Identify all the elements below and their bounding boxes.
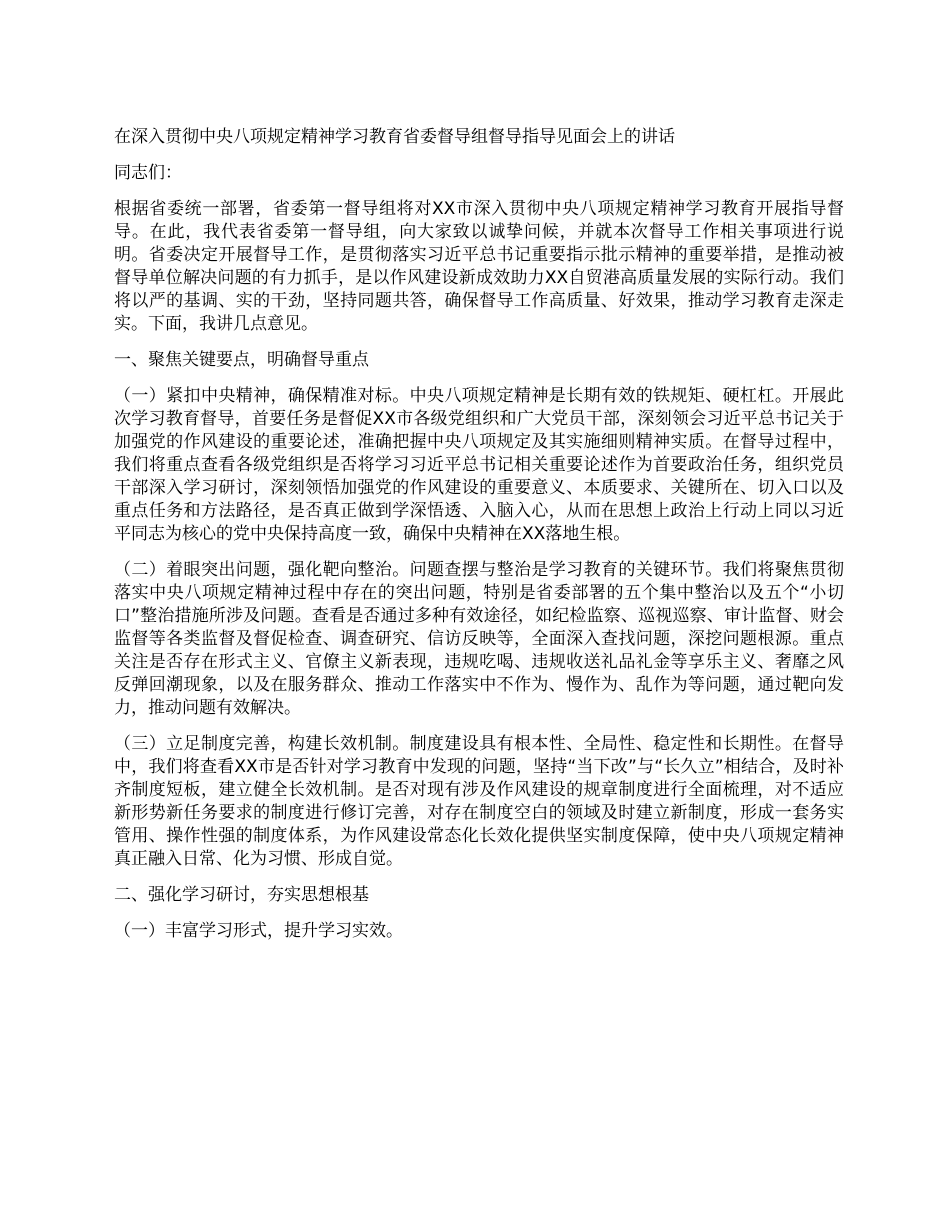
salutation: 同志们： [114, 163, 182, 183]
section1-paragraph-2: （二）着眼突出问题，强化靶向整治。问题查摆与整治是学习教育的关键环节。我们将聚焦贯彻落实中央八项规定精神过程中存在的突出问题，特别是省委部署的五个集中整治以及五个“小切口”整治措施所涉及问题。查看是否通过多种有效途径，如纪检监察、巡视巡察、审计监督、财会监督等各类监督及督促检查、调查研究、信访反映等，全面深入查找问题，深挖问题根源。重点关注是否存在形式主义、官僚主义新表现，违规吃喝、违规收送礼品礼金等享乐主义、奢靡之风反弹回潮现象，以及在服务群众、推动工作落实中不作为、慢作为、乱作为等问题，通过靶向发力，推动问题有效解决。 [114, 560, 844, 718]
intro-paragraph: 根据省委统一部署，省委第一督导组将对XX市深入贯彻中央八项规定精神学习教育开展指导督导。在此，我代表省委第一督导组，向大家致以诚挚问候，并就本次督导工作相关事项进行说明。省委决定开展督导工作，是贯彻落实习近平总书记重要指示批示精神的重要举措，是推动被督导单位解决问题的有力抓手，是以作风建设新成效助力XX自贸港高质量发展的实际行动。我们将以严的基调、实的干劲，坚持同题共答，确保督导工作高质量、好效果，推动学习教育走深走实。下面，我讲几点意见。 [114, 199, 844, 334]
section2-paragraph-1: （一）丰富学习形式，提升学习实效。 [114, 921, 403, 941]
document-page [114, 126, 844, 956]
section-heading-1: 一、聚焦关键要点，明确督导重点 [114, 350, 369, 370]
section1-paragraph-1: （一）紧扣中央精神，确保精准对标。中央八项规定精神是长期有效的铁规矩、硬杠杠。开展此次学习教育督导，首要任务是督促XX市各级党组织和广大党员干部，深刻领会习近平总书记关于加强党的作风建设的重要论述，准确把握中央八项规定及其实施细则精神实质。在督导过程中，我们将重点查看各级党组织是否将学习习近平总书记相关重要论述作为首要政治任务，组织党员干部深入学习研讨，深刻领悟加强党的作风建设的重要意义、本质要求、关键所在、切入口以及重点任务和方法路径，是否真正做到学深悟透、入脑入心，从而在思想上政治上行动上同以习近平同志为核心的党中央保持高度一致，确保中央精神在XX落地生根。 [114, 386, 844, 544]
section-heading-2: 二、强化学习研讨，夯实思想根基 [114, 885, 369, 905]
document-title: 在深入贯彻中央八项规定精神学习教育省委督导组督导指导见面会上的讲话 [114, 127, 675, 147]
section1-paragraph-3: （三）立足制度完善，构建长效机制。制度建设具有根本性、全局性、稳定性和长期性。在督导中，我们将查看XX市是否针对学习教育中发现的问题，坚持“当下改”与“长久立”相结合，及时补齐制度短板，建立健全长效机制。是否对现有涉及作风建设的规章制度进行全面梳理，对不适应新形势新任务要求的制度进行修订完善，对存在制度空白的领域及时建立新制度，形成一套务实管用、操作性强的制度体系，为作风建设常态化长效化提供坚实制度保障，使中央八项规定精神真正融入日常、化为习惯、形成自觉。 [114, 734, 844, 869]
